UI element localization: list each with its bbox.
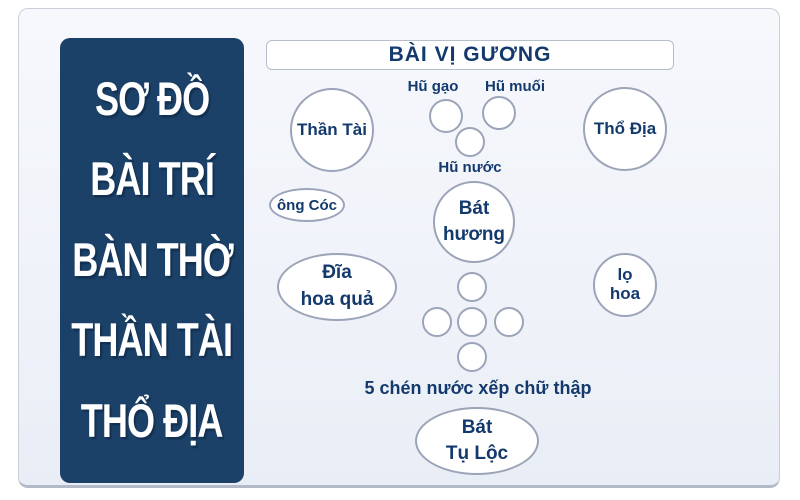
water-cup-circle bbox=[457, 272, 487, 302]
mirror-tablet-header: BÀI VỊ GƯƠNG bbox=[266, 40, 674, 70]
water-cup-circle bbox=[422, 307, 452, 337]
fortune-bowl-label-line1: Bát bbox=[461, 417, 493, 439]
water-jar-circle bbox=[455, 127, 485, 157]
fruit-plate-ellipse bbox=[277, 253, 397, 321]
title-line: BÀN THỜ bbox=[71, 234, 233, 287]
flower-vase-label-line2: hoa bbox=[609, 284, 641, 303]
water-jar-label: Hũ nước bbox=[438, 159, 502, 176]
fruit-plate-label-line2: hoa quả bbox=[300, 289, 374, 310]
title-panel bbox=[60, 38, 244, 483]
tho-dia-label: Thổ Địa bbox=[593, 119, 657, 138]
water-cups-caption: 5 chén nước xếp chữ thập bbox=[364, 378, 592, 398]
fruit-plate-label-line1: Đĩa bbox=[322, 262, 352, 284]
water-cup-circle bbox=[457, 342, 487, 372]
title-line: THỔ ĐỊA bbox=[81, 395, 223, 448]
title-line: SƠ ĐỒ bbox=[94, 73, 210, 126]
title-line: THẦN TÀI bbox=[71, 314, 233, 368]
toad-label: ông Cóc bbox=[277, 196, 337, 214]
flower-vase-label-line1: lọ bbox=[617, 265, 633, 285]
than-tai-circle bbox=[290, 88, 374, 172]
water-cup-circle bbox=[457, 307, 487, 337]
incense-bowl-label-line2: hương bbox=[442, 224, 506, 245]
incense-bowl-label-line1: Bát bbox=[458, 198, 490, 220]
rice-jar-circle bbox=[429, 99, 463, 133]
water-cup-circle bbox=[494, 307, 524, 337]
than-tai-label: Thần Tài bbox=[297, 120, 367, 139]
rice-jar-label: Hũ gạo bbox=[407, 78, 459, 95]
salt-jar-circle bbox=[482, 96, 516, 130]
fortune-bowl-ellipse bbox=[415, 407, 539, 475]
incense-bowl-circle bbox=[433, 181, 515, 263]
tho-dia-circle bbox=[583, 87, 667, 171]
toad-ellipse bbox=[269, 188, 345, 222]
salt-jar-label: Hũ muối bbox=[485, 78, 545, 95]
flower-vase-circle bbox=[593, 253, 657, 317]
fortune-bowl-label-line2: Tụ Lộc bbox=[445, 443, 509, 464]
title-line: BÀI TRÍ bbox=[90, 153, 214, 207]
